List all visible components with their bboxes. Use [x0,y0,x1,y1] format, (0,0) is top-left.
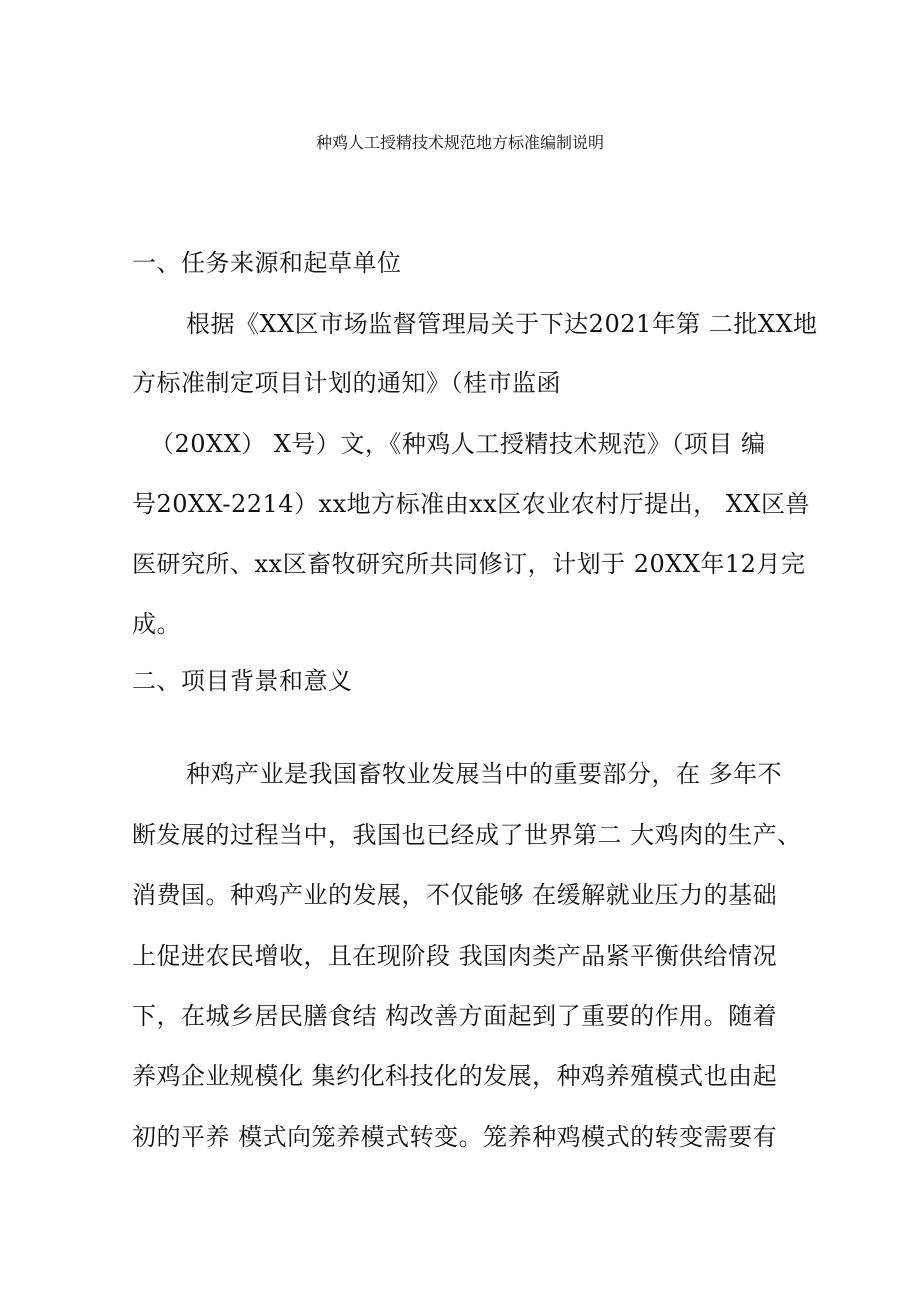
paragraph-line: 根据《XX区市场监督管理局关于下达2021年第 二批XX地 [186,310,818,338]
paragraph-line: 号20XX-2214）xx地方标准由xx区农业农村厅提出， XX区兽 [132,490,810,518]
paragraph-line: 消费国。种鸡产业的发展，不仅能够 在缓解就业压力的基础 [132,881,778,909]
paragraph-line: 上促进农民增收，且在现阶段 我国肉类产品紧平衡供给情况 [132,942,778,970]
paragraph-line: 下，在城乡居民膳食结 构改善方面起到了重要的作用。随着 [132,1002,778,1030]
paragraph-line: 医研究所、xx区畜牧研究所共同修订，计划于 20XX年12月完 [132,550,806,578]
paragraph-line: 成。 [132,610,181,638]
paragraph-line: 种鸡产业是我国畜牧业发展当中的重要部分，在 多年不 [186,760,783,788]
paragraph-line: 养鸡企业规模化 集约化科技化的发展，种鸡养殖模式也由起 [132,1062,778,1090]
paragraph-line: （20XX） X号）文，《种鸡人工授精技术规范》（项目 编 [150,430,766,458]
paragraph-line: 初的平养 模式向笼养模式转变。笼养种鸡模式的转变需要有 [132,1123,778,1151]
section-2-heading: 二、项目背景和意义 [132,667,353,695]
section-1-heading: 一、任务来源和起草单位 [132,249,402,277]
paragraph-line: 方标准制定项目计划的通知》（桂市监函 [132,369,561,397]
paragraph-line: 断发展的过程当中，我国也已经成了世界第二 大鸡肉的生产、 [132,821,802,849]
document-title: 种鸡人工授精技术规范地方标准编制说明 [315,133,604,152]
